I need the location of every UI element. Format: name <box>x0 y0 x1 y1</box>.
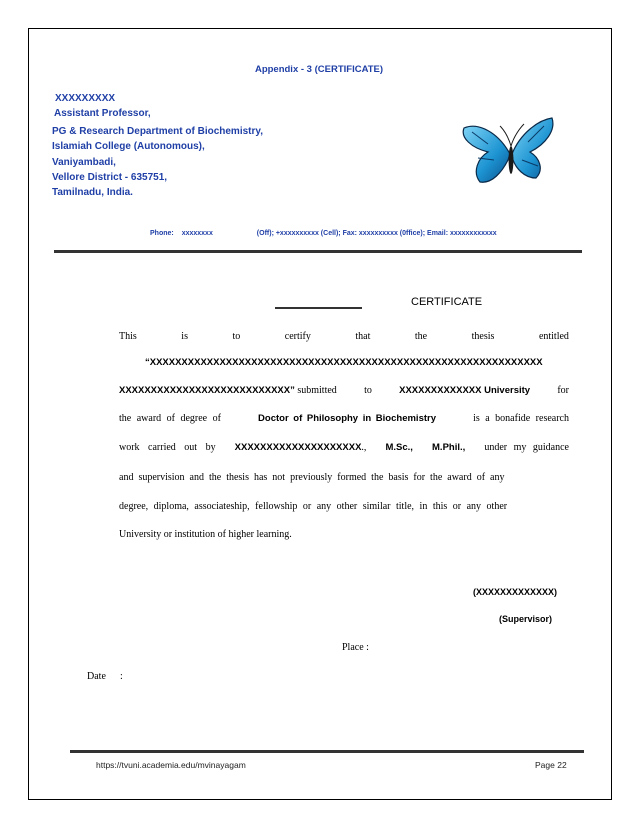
author-town: Vaniyambadi, <box>52 157 116 168</box>
author-department: PG & Research Department of Biochemistry, <box>52 126 263 137</box>
author-state: Tamilnadu, India. <box>52 187 133 198</box>
word: certify <box>284 331 311 342</box>
author-district: Vellore District - 635751, <box>52 172 168 183</box>
thesis-title-line-1: “XXXXXXXXXXXXXXXXXXXXXXXXXXXXXXXXXXXXXXXXXXXXXXXXXXXXXXXXXXXXXX <box>145 357 543 368</box>
word: to <box>232 331 241 342</box>
place-label: Place : <box>342 642 369 653</box>
word: the <box>414 331 428 342</box>
butterfly-logo <box>458 114 558 196</box>
appendix-title: Appendix - 3 (CERTIFICATE) <box>254 64 384 75</box>
word: to <box>364 385 372 396</box>
date-colon: : <box>120 671 123 682</box>
text: ., <box>361 442 367 453</box>
word: is <box>181 331 188 342</box>
phone-label: Phone: <box>150 230 174 237</box>
certificate-line-7: degree, diploma, associateship, fellowship or any other similar title, in this or any other <box>119 501 508 512</box>
certificate-line-1 <box>119 331 569 342</box>
footer-url: https://tvuni.academia.edu/mvinayagam <box>96 760 246 770</box>
footer-divider <box>70 750 584 753</box>
author-designation: Assistant Professor, <box>54 108 151 119</box>
word: thesis <box>471 331 495 342</box>
header-divider <box>54 250 582 253</box>
contact-line <box>150 230 497 237</box>
certificate-line-5 <box>119 442 569 453</box>
word: for <box>557 385 569 396</box>
certificate-line-8: University or institution of higher learning. <box>119 529 292 540</box>
author-name: XXXXXXXXX <box>55 93 116 104</box>
certificate-line-3 <box>119 385 569 396</box>
supervisor-name: (XXXXXXXXXXXXX) <box>473 587 558 597</box>
phone-value: xxxxxxxx <box>181 230 213 237</box>
page-number: Page 22 <box>535 760 567 770</box>
text: is a bonafide research <box>473 413 569 424</box>
thesis-title-end: XXXXXXXXXXXXXXXXXXXXXXXXXXX” <box>119 385 295 396</box>
date-label: Date <box>87 671 106 682</box>
certificate-line-6: and supervision and the thesis has not previously formed the basis for the award of any <box>119 472 505 483</box>
mphil-degree: M.Phil., <box>432 442 466 453</box>
word: This <box>119 331 137 342</box>
word: entitled <box>538 331 569 342</box>
university-name: XXXXXXXXXXXXX University <box>399 385 531 396</box>
certificate-title: CERTIFICATE <box>411 296 483 308</box>
text: the award of degree of <box>119 413 221 424</box>
text: work carried out by <box>119 442 216 453</box>
contact-rest: (Off); +xxxxxxxxxx (Cell); Fax: xxxxxxxxxx (0ffice); Email: xxxxxxxxxxxx <box>256 230 497 237</box>
candidate-name: XXXXXXXXXXXXXXXXXXXX <box>234 442 362 453</box>
degree-name: Doctor of Philosophy in Biochemistry <box>258 413 436 424</box>
certificate-underline <box>275 307 362 309</box>
word: that <box>355 331 371 342</box>
author-college: Islamiah College (Autonomous), <box>52 141 205 152</box>
certificate-line-4 <box>119 413 569 424</box>
text: under my guidance <box>484 442 569 453</box>
supervisor-role: (Supervisor) <box>499 614 553 624</box>
msc-degree: M.Sc., <box>385 442 413 453</box>
word: submitted <box>297 385 337 396</box>
